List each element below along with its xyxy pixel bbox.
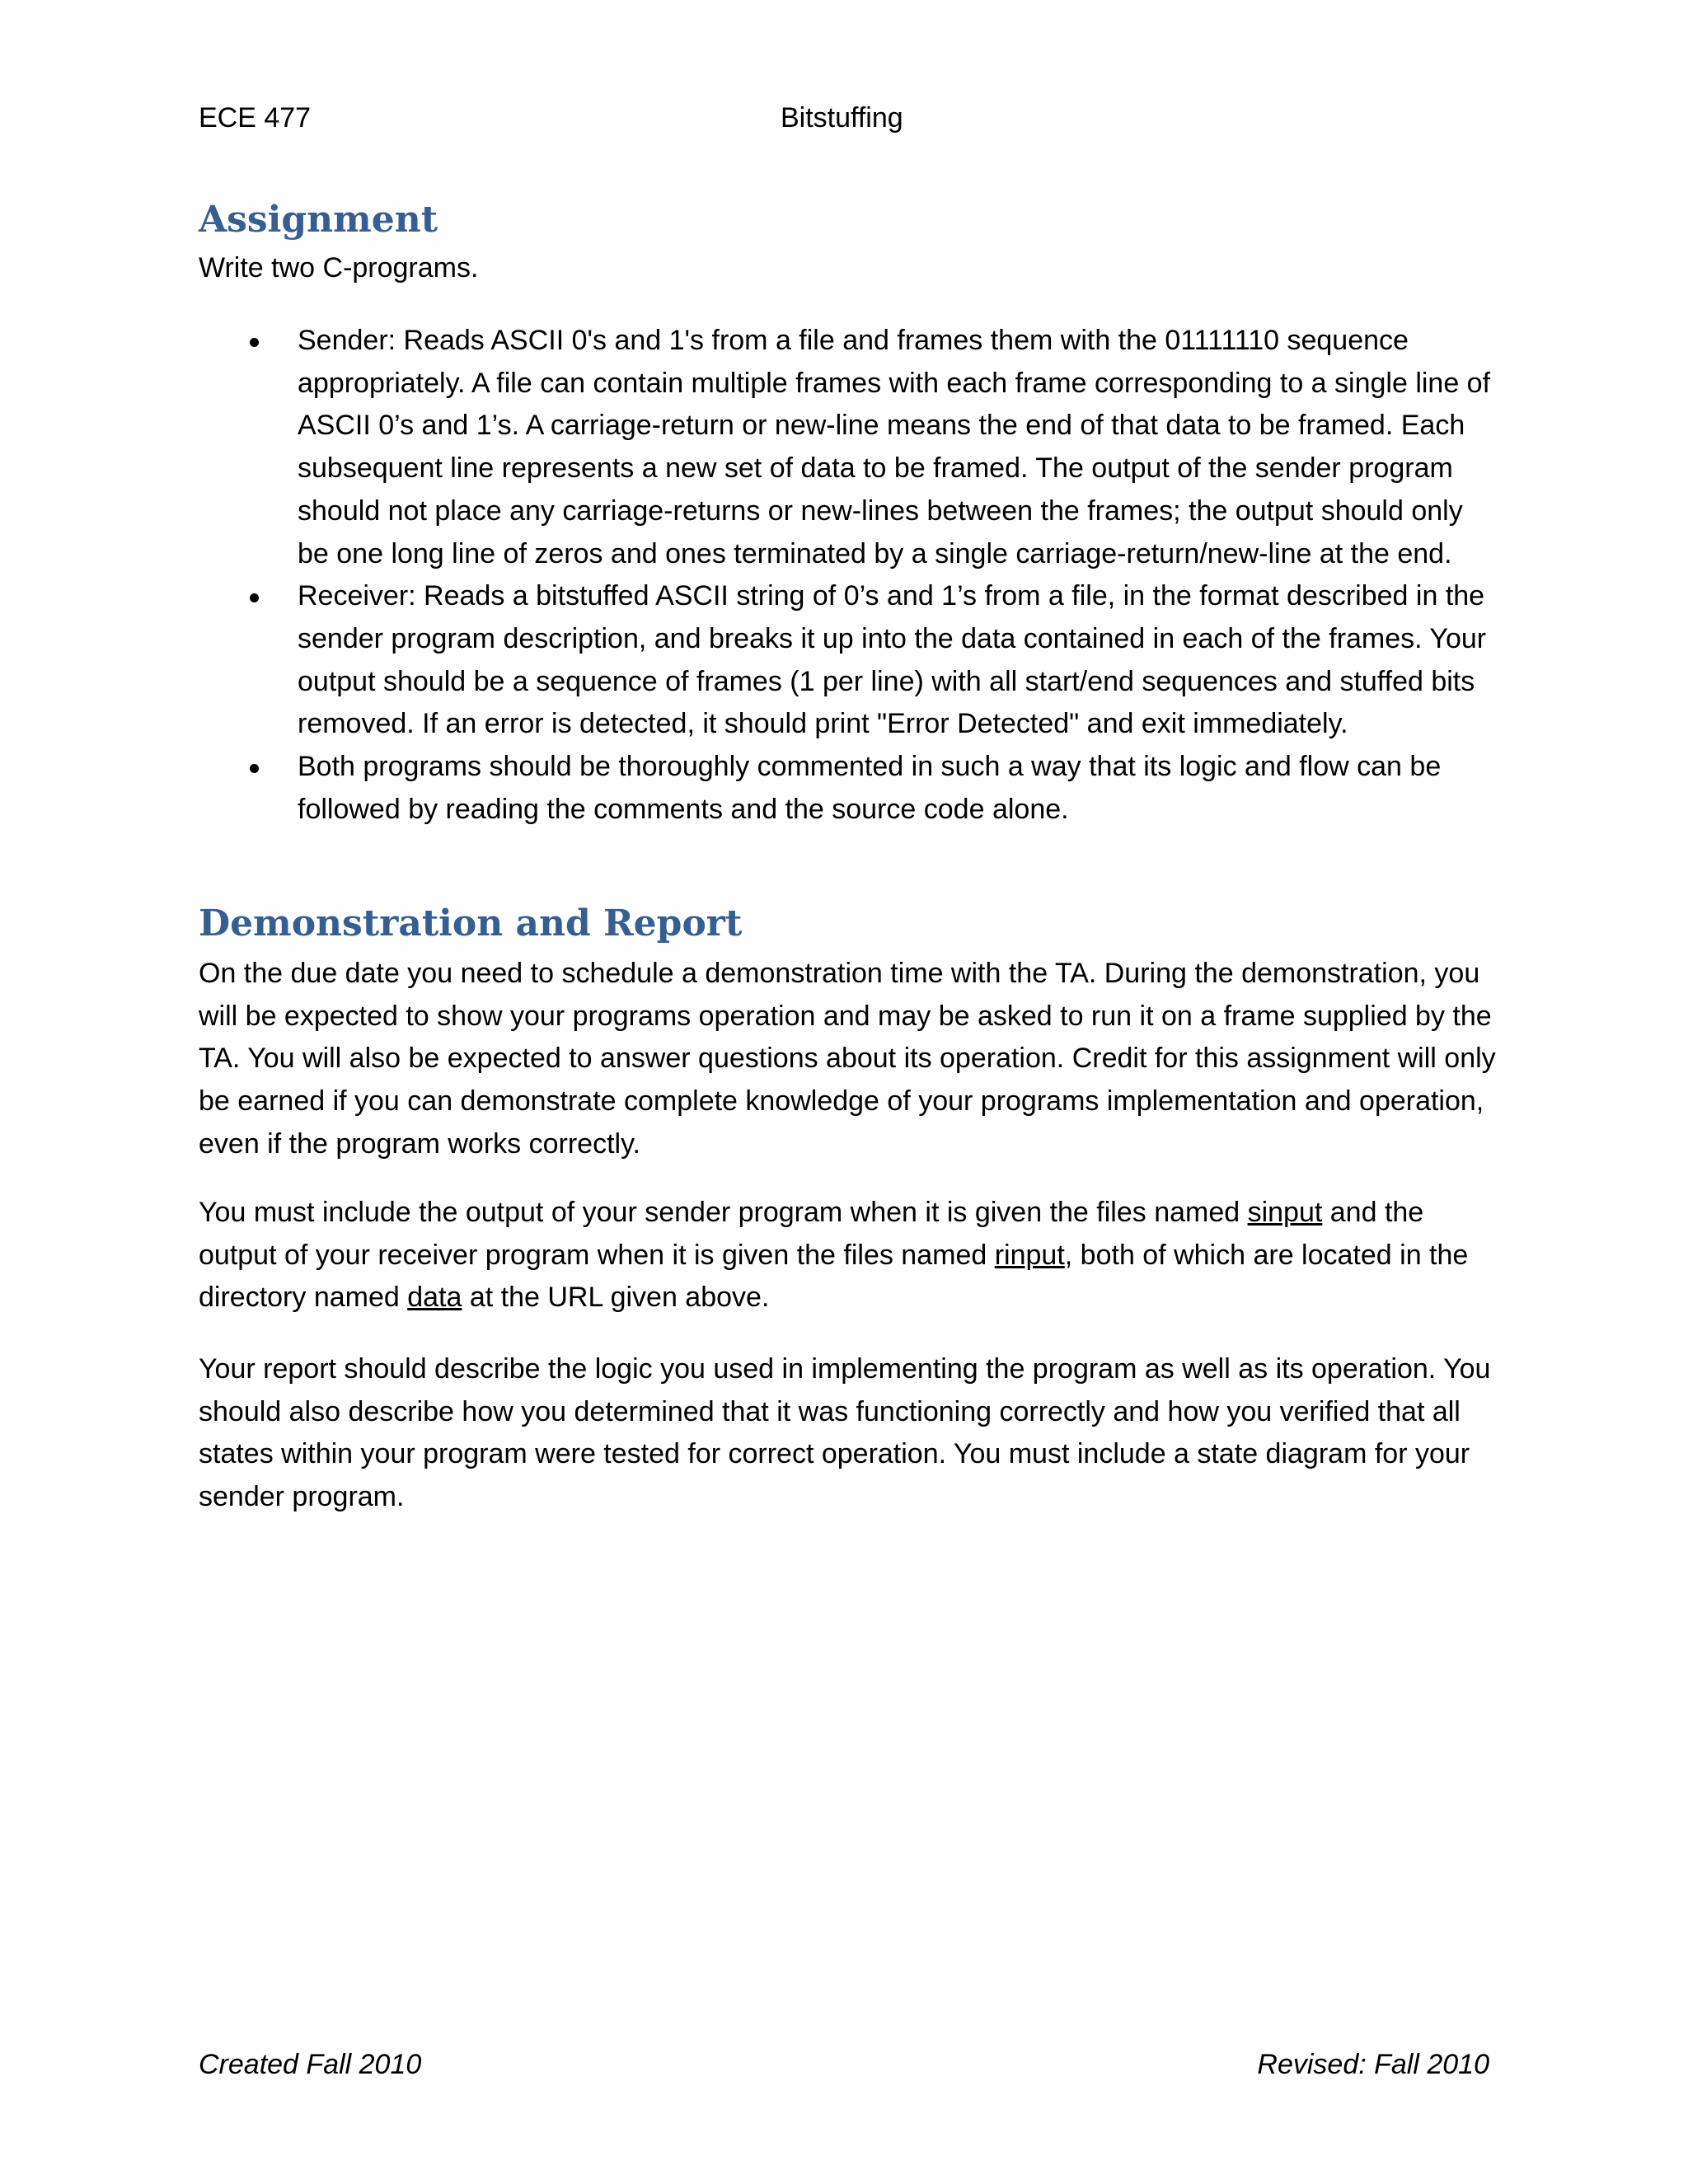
header-title: Bitstuffing bbox=[781, 102, 903, 134]
paragraph-text: You must include the output of your sender program when it is given the files named bbox=[199, 1197, 1248, 1228]
bullet-text-comments: Both programs should be thoroughly commented in such a way that its logic and flow can be followed by reading the comments and the source code alone. bbox=[298, 751, 1442, 825]
bullet-icon bbox=[250, 764, 259, 773]
header-course: ECE 477 bbox=[199, 102, 312, 134]
paragraph-text: and the output of your receiver program when it is given the files named bbox=[199, 1197, 1424, 1271]
bullet-icon bbox=[250, 593, 259, 602]
report-paragraph: Your report should describe the logic you used in implementing the program as well as its operation. You should also describe how you determined that it was functioning correctly and how you verified that all states within your program were tested for correct operation. You must include a state diagram for your sender program. bbox=[199, 1353, 1491, 1513]
bullet-icon bbox=[250, 338, 259, 347]
rinput-file-ref: rinput bbox=[994, 1239, 1065, 1271]
data-directory-ref: data bbox=[407, 1282, 462, 1314]
output-requirements-paragraph bbox=[199, 1192, 1501, 1319]
demonstration-heading: Demonstration and Report bbox=[199, 902, 743, 944]
paragraph-text: at the URL given above. bbox=[462, 1282, 770, 1314]
bullet-text-sender: Sender: Reads ASCII 0's and 1's from a file and frames them with the 01111110 sequence appropriately. A file can contain multiple frames with each frame corresponding to a single line of ASCII 0’s and 1’s. A carriage-return or new-line means the end of that data to be framed. Each subsequent line represents a new set of data to be framed. The output of the sender program should not place any carriage-returns or new-lines between the frames; the output should only be one long line of zeros and ones terminated by a single carriage-return/new-line at the end. bbox=[298, 325, 1491, 569]
assignment-bullet-list bbox=[199, 320, 1501, 831]
paragraph-text: , both of which are located in the directory named bbox=[199, 1239, 1469, 1314]
list-item bbox=[199, 746, 1501, 831]
footer-created: Created Fall 2010 bbox=[199, 2049, 422, 2080]
list-item bbox=[199, 575, 1501, 746]
sinput-file-ref: sinput bbox=[1247, 1197, 1323, 1228]
bullet-text-receiver: Receiver: Reads a bitstuffed ASCII string of 0’s and 1’s from a file, in the format described in the sender program description, and breaks it up into the data contained in each of the frames. Your output should be a sequence of frames (1 per line) with all start/end sequences and stuffed bits removed. If an error is detected, it should print "Error Detected" and exit immediately. bbox=[298, 580, 1487, 740]
footer-revised: Revised: Fall 2010 bbox=[1257, 2049, 1489, 2080]
assignment-heading: Assignment bbox=[199, 199, 438, 241]
list-item bbox=[199, 320, 1501, 575]
assignment-intro: Write two C-programs. bbox=[199, 252, 479, 284]
demonstration-paragraph: On the due date you need to schedule a demonstration time with the TA. During the demonstration, you will be expected to show your programs operation and may be asked to run it on a frame supplied by the TA. You will also be expected to answer questions about its operation. Credit for this assignment will only be earned if you can demonstrate complete knowledge of your programs implementation and operation, even if the program works correctly. bbox=[199, 958, 1496, 1160]
